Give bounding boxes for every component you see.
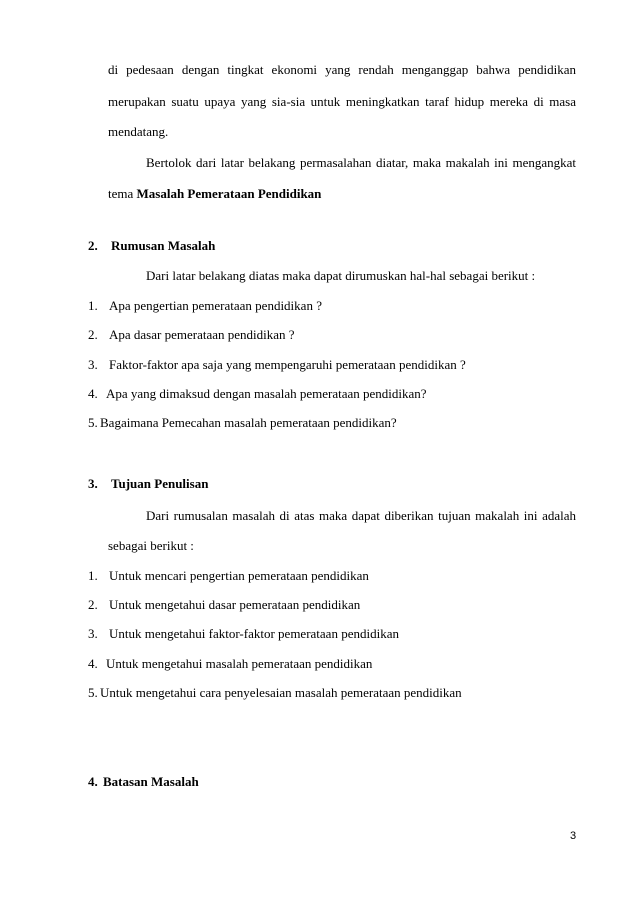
- list-item-num: 2.: [88, 597, 98, 612]
- section2-number: 2.: [88, 238, 98, 253]
- page-number: 3: [570, 830, 577, 842]
- list-item: [88, 415, 397, 431]
- intro-para2-prefix: tema: [108, 186, 137, 201]
- intro-para2-line-1: Bertolok dari latar belakang permasalahan diatar, maka makalah ini mengangkat: [146, 155, 576, 170]
- list-item-num: 1.: [88, 568, 98, 583]
- section3-number: 3.: [88, 476, 98, 491]
- list-item-num: 5.: [88, 685, 98, 700]
- section2-title: Rumusan Masalah: [111, 238, 216, 253]
- section4-title: Batasan Masalah: [103, 774, 199, 789]
- section4-number: 4.: [88, 774, 98, 789]
- section3-lead-line-2: sebagai berikut :: [108, 538, 194, 553]
- list-item-text: Faktor-faktor apa saja yang mempengaruhi pemerataan pendidikan ?: [109, 357, 466, 372]
- section3-title: Tujuan Penulisan: [111, 476, 209, 491]
- intro-line-2: merupakan suatu upaya yang sia-sia untuk meningkatkan taraf hidup mereka di masa: [108, 94, 576, 109]
- intro-para2-bold: Masalah Pemerataan Pendidikan: [136, 186, 322, 201]
- list-item: [88, 568, 369, 584]
- list-item-num: 4.: [88, 656, 98, 671]
- list-item: [88, 327, 295, 343]
- list-item-num: 1.: [88, 298, 98, 313]
- section3-lead-line-1: Dari rumusalan masalah di atas maka dapat diberikan tujuan makalah ini adalah: [146, 508, 576, 523]
- section2-lead: Dari latar belakang diatas maka dapat dirumuskan hal-hal sebagai berikut :: [146, 268, 536, 283]
- list-item: [88, 386, 427, 402]
- list-item-text: Apa dasar pemerataan pendidikan ?: [109, 327, 295, 342]
- list-item-text: Untuk mengetahui cara penyelesaian masalah pemerataan pendidikan: [100, 685, 462, 700]
- intro-line-3: mendatang.: [108, 124, 169, 139]
- list-item-num: 3.: [88, 626, 98, 641]
- list-item-num: 4.: [88, 386, 98, 401]
- list-item: [88, 298, 322, 314]
- list-item-text: Untuk mengetahui masalah pemerataan pendidikan: [106, 656, 373, 671]
- list-item-text: Untuk mengetahui dasar pemerataan pendidikan: [109, 597, 361, 612]
- list-item-num: 3.: [88, 357, 98, 372]
- list-item-text: Untuk mencari pengertian pemerataan pendidikan: [109, 568, 369, 583]
- list-item: [88, 597, 361, 613]
- list-item-text: Bagaimana Pemecahan masalah pemerataan pendidikan?: [100, 415, 397, 430]
- list-item-text: Apa pengertian pemerataan pendidikan ?: [109, 298, 322, 313]
- list-item-text: Apa yang dimaksud dengan masalah pemerataan pendidikan?: [106, 386, 427, 401]
- list-item: [88, 685, 462, 701]
- list-item-text: Untuk mengetahui faktor-faktor pemerataan pendidikan: [109, 626, 399, 641]
- intro-para2-line-2: [108, 186, 321, 202]
- list-item-num: 5.: [88, 415, 98, 430]
- list-item-num: 2.: [88, 327, 98, 342]
- list-item: [88, 626, 399, 642]
- intro-line-1: di pedesaan dengan tingkat ekonomi yang rendah menganggap bahwa pendidikan: [108, 62, 576, 77]
- list-item: [88, 357, 466, 373]
- list-item: [88, 656, 373, 672]
